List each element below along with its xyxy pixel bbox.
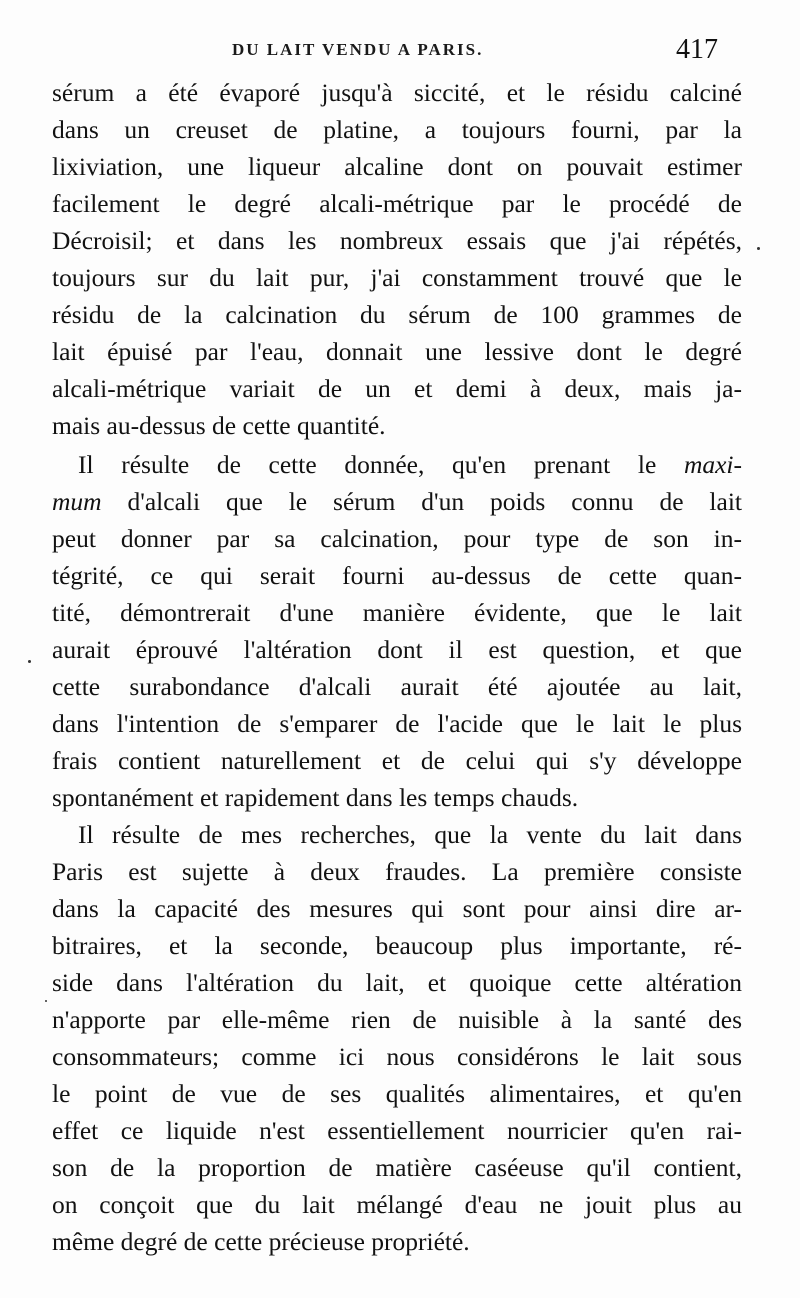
text-line: frais contient naturellement et de celui qui s'y développe xyxy=(52,746,742,775)
text-line: tité, démontrerait d'une manière évidente, que le lait xyxy=(52,598,742,627)
text-line: Décroisil; et dans les nombreux essais que j'ai répétés, xyxy=(52,226,742,255)
ink-speck xyxy=(757,247,760,250)
text-line: bitraires, et la seconde, beaucoup plus importante, ré- xyxy=(52,931,742,960)
running-head: DU LAIT VENDU A PARIS. xyxy=(232,40,484,59)
text-line: Paris est sujette à deux fraudes. La première consiste xyxy=(52,857,742,886)
ink-speck xyxy=(45,1000,47,1002)
page-header xyxy=(0,34,800,78)
text-line: tégrité, ce qui serait fourni au-dessus de cette quan- xyxy=(52,561,742,590)
text-line: mais au-dessus de cette quantité. xyxy=(52,411,386,440)
ink-speck xyxy=(28,660,31,663)
text-line: résidu de la calcination du sérum de 100 grammes de xyxy=(52,300,742,329)
text-line: spontanément et rapidement dans les temps chauds. xyxy=(52,783,579,812)
text-line: même degré de cette précieuse propriété. xyxy=(52,1227,470,1256)
page-number: 417 xyxy=(676,34,718,65)
text-line: peut donner par sa calcination, pour type de son in- xyxy=(52,524,742,553)
text-line: mum d'alcali que le sérum d'un poids connu de lait xyxy=(52,487,742,516)
text-line: toujours sur du lait pur, j'ai constamment trouvé que le xyxy=(52,263,742,292)
text-line: consommateurs; comme ici nous considérons le lait sous xyxy=(52,1042,742,1071)
text-line: dans la capacité des mesures qui sont pour ainsi dire ar- xyxy=(52,894,742,923)
text-line: facilement le degré alcali-métrique par le procédé de xyxy=(52,189,742,218)
text-line: on conçoit que du lait mélangé d'eau ne jouit plus au xyxy=(52,1190,742,1219)
text-line: Il résulte de mes recherches, que la vente du lait dans xyxy=(78,820,742,849)
text-line: side dans l'altération du lait, et quoique cette altération xyxy=(52,968,742,997)
text-line: aurait éprouvé l'altération dont il est question, et que xyxy=(52,635,742,664)
italic-term: maxi- xyxy=(683,450,742,479)
text-line: dans un creuset de platine, a toujours fourni, par la xyxy=(52,115,742,144)
text-line: cette surabondance d'alcali aurait été ajoutée au lait, xyxy=(52,672,742,701)
italic-term: mum xyxy=(52,487,102,516)
text-line: n'apporte par elle-même rien de nuisible à la santé des xyxy=(52,1005,742,1034)
text-line: Il résulte de cette donnée, qu'en prenant le maxi- xyxy=(78,450,742,479)
text-line: lait épuisé par l'eau, donnait une lessive dont le degré xyxy=(52,337,742,366)
text-line: le point de vue de ses qualités alimentaires, et qu'en xyxy=(52,1079,742,1108)
text-line: lixiviation, une liqueur alcaline dont on pouvait estimer xyxy=(52,152,742,181)
text-line: sérum a été évaporé jusqu'à siccité, et le résidu calciné xyxy=(52,78,742,107)
text-line: dans l'intention de s'emparer de l'acide que le lait le plus xyxy=(52,709,742,738)
text-line: effet ce liquide n'est essentiellement nourricier qu'en rai- xyxy=(52,1116,742,1145)
text-line: alcali-métrique variait de un et demi à deux, mais ja- xyxy=(52,374,742,403)
text-line: son de la proportion de matière caséeuse qu'il contient, xyxy=(52,1153,742,1182)
